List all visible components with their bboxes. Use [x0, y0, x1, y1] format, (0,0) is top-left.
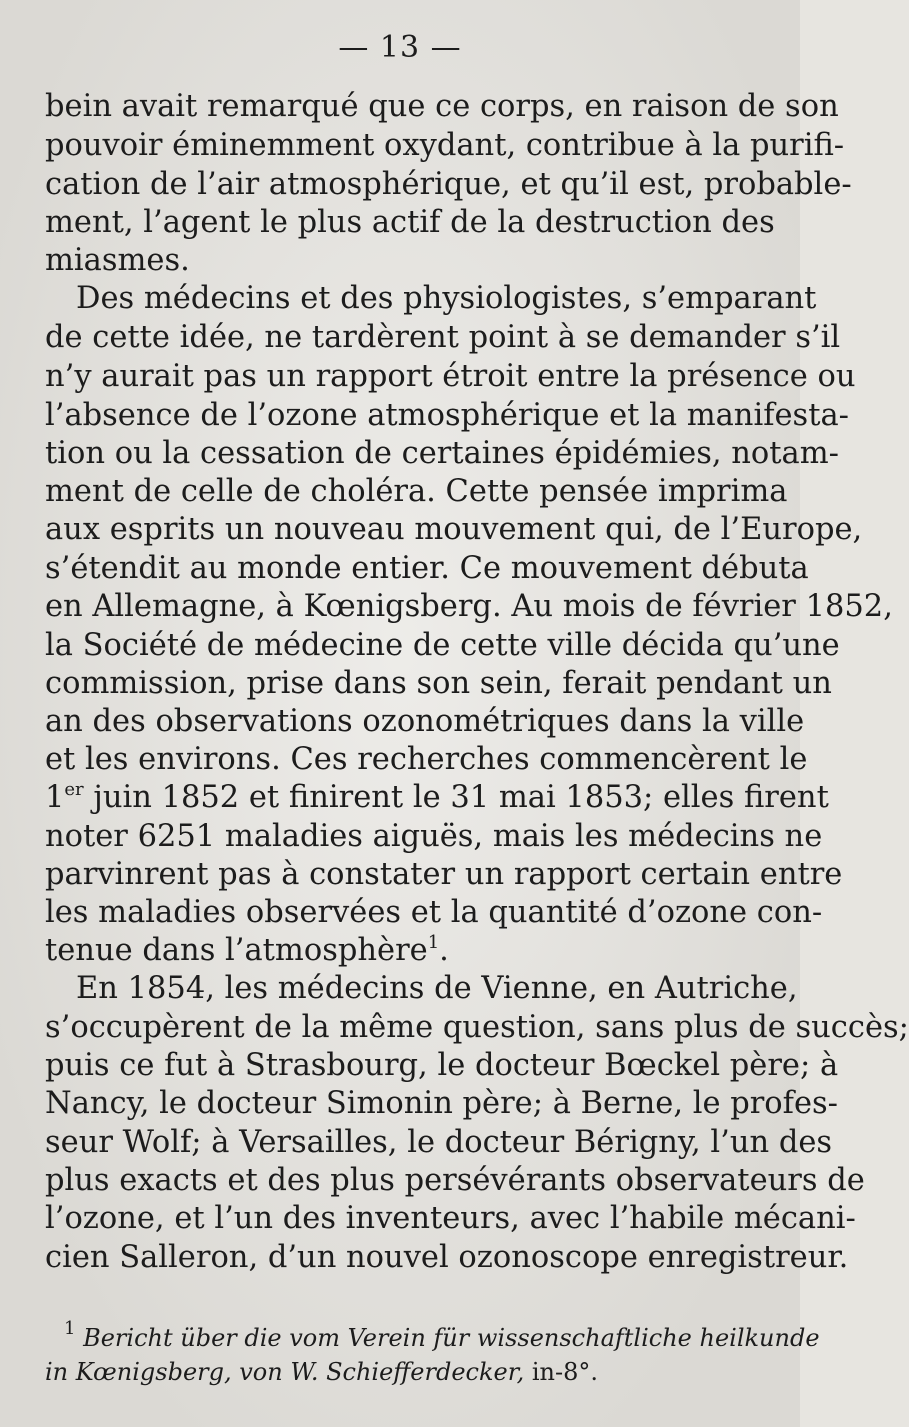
text-line-rest: juin 1852 et finirent le 31 mai 1853; elles firent: [93, 780, 829, 815]
text-line: l’ozone, et l’un des inventeurs, avec l’habile mécani-: [45, 1201, 856, 1236]
text-line: s’occupèrent de la même question, sans plus de succès;: [45, 1010, 909, 1045]
text-line: l’absence de l’ozone atmosphérique et la manifesta-: [45, 398, 849, 433]
text-line: Des médecins et des physiologistes, s’emparant: [76, 281, 817, 316]
footnote-line: [64, 1318, 820, 1354]
text-line: commission, prise dans son sein, ferait pendant un: [45, 666, 832, 701]
text-line: ment, l’agent le plus actif de la destruction des: [45, 205, 775, 240]
sentence-end: .: [439, 933, 449, 968]
text-line: parvinrent pas à constater un rapport certain entre: [45, 857, 843, 892]
text-line: Nancy, le docteur Simonin père; à Berne, le profes-: [45, 1086, 838, 1121]
text-line: En 1854, les médecins de Vienne, en Autriche,: [76, 971, 798, 1006]
text-line: seur Wolf; à Versailles, le docteur Bérigny, l’un des: [45, 1125, 833, 1160]
text-line: tion ou la cessation de certaines épidémies, notam-: [45, 436, 839, 471]
text-line: n’y aurait pas un rapport étroit entre la présence ou: [45, 359, 856, 394]
text-line: ment de celle de choléra. Cette pensée imprima: [45, 474, 788, 509]
text-line: en Allemagne, à Kœnigsberg. Au mois de février 1852,: [45, 589, 893, 624]
text-line: les maladies observées et la quantité d’ozone con-: [45, 895, 823, 930]
footnote-reference: 1: [427, 932, 440, 953]
ordinal-number: 1: [45, 780, 65, 815]
text-line: puis ce fut à Strasbourg, le docteur Bœckel père; à: [45, 1048, 839, 1083]
ordinal-suffix: er: [64, 779, 84, 800]
text-line: an des observations ozonométriques dans la ville: [45, 704, 805, 739]
text-line: bein avait remarqué que ce corps, en raison de son: [45, 89, 839, 124]
text-line: de cette idée, ne tardèrent point à se demander s’il: [45, 320, 841, 355]
footnote-format: in-8°.: [531, 1358, 598, 1386]
footnote-text: Bericht über die vom Verein für wissenschaftliche heilkunde: [83, 1324, 820, 1352]
text-line-with-footnote-ref: [45, 931, 758, 971]
text-line-ordinal: [45, 778, 829, 818]
footnote-marker: 1: [64, 1318, 76, 1339]
text-line: miasmes.: [45, 243, 190, 278]
text-line: cien Salleron, d’un nouvel ozonoscope enregistreur.: [45, 1240, 849, 1275]
footnote-text: in Kœnigsberg, von W. Schiefferdecker,: [45, 1358, 525, 1386]
text-line: et les environs. Ces recherches commencèrent le: [45, 742, 808, 777]
text-line: noter 6251 maladies aiguës, mais les médecins ne: [45, 819, 823, 854]
page-number: — 13 —: [338, 30, 462, 65]
text-line: plus exacts et des plus persévérants observateurs de: [45, 1163, 865, 1198]
text-line: la Société de médecine de cette ville décida qu’une: [45, 628, 840, 663]
text-line: tenue dans l’atmosphère: [45, 933, 428, 968]
text-line: aux esprits un nouveau mouvement qui, de l’Europe,: [45, 512, 863, 547]
text-line: cation de l’air atmosphérique, et qu’il est, probable-: [45, 167, 852, 202]
footnote-line: [45, 1356, 758, 1388]
text-line: s’étendit au monde entier. Ce mouvement débuta: [45, 551, 809, 586]
text-line: pouvoir éminemment oxydant, contribue à la purifi-: [45, 128, 845, 163]
